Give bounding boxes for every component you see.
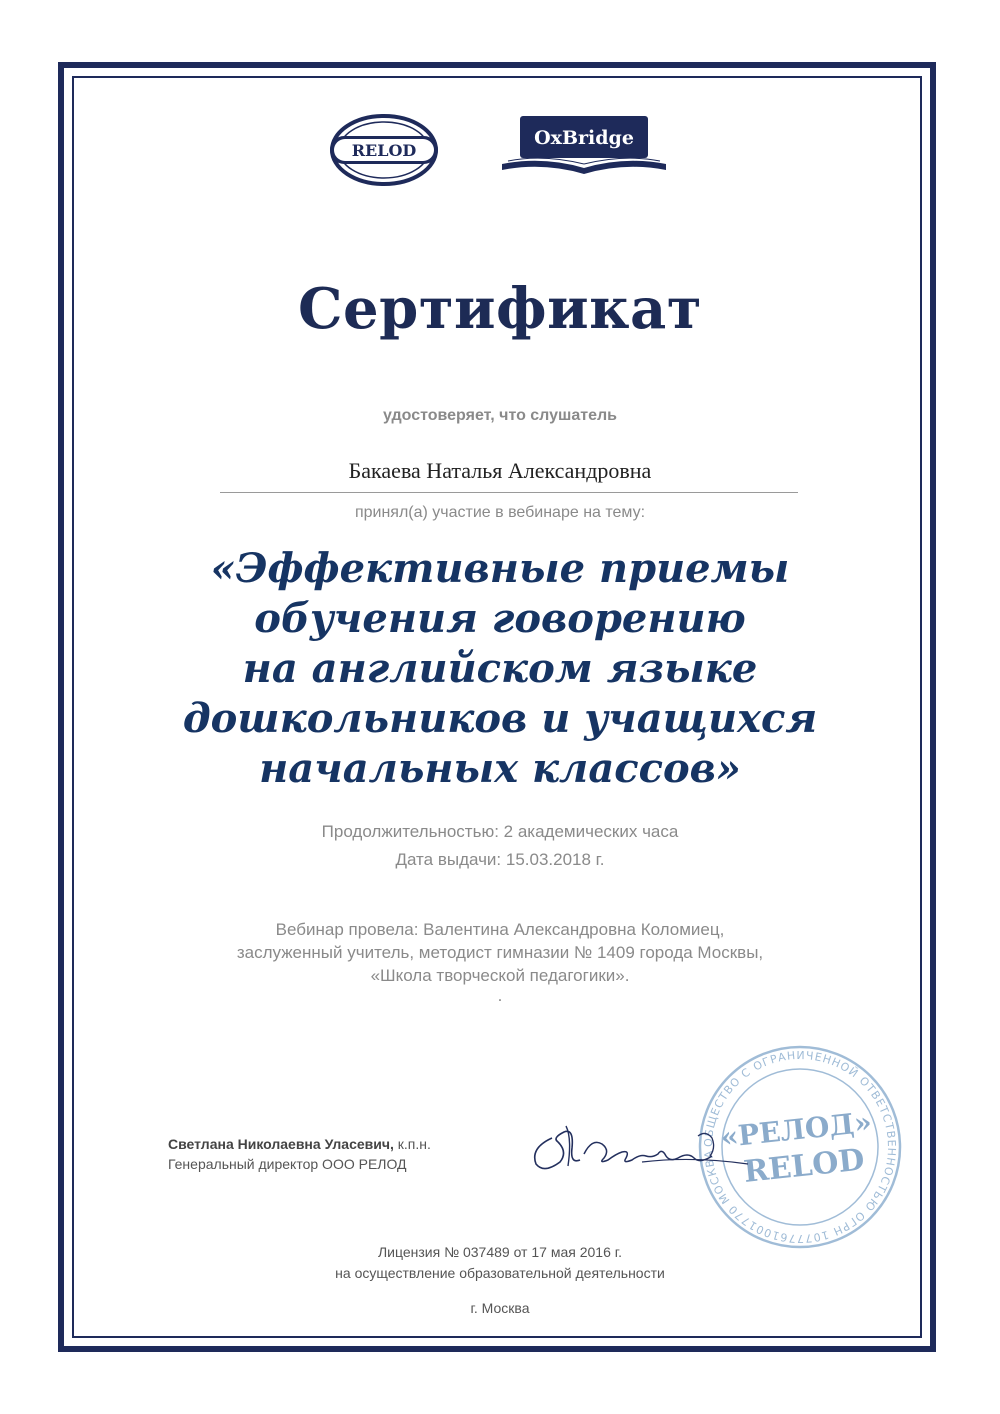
license-info [0, 1242, 1000, 1284]
seal-text-ru: «РЕЛОД» [719, 1105, 874, 1155]
topic-line: начальных классов» [259, 745, 741, 792]
stray-dot: . [497, 986, 503, 1005]
topic-line: дошкольников и учащихся [182, 695, 818, 742]
issue-date: Дата выдачи: 15.03.2018 г. [395, 850, 605, 869]
lecturer-info [0, 918, 1000, 987]
topic-line: на английском языке [242, 645, 758, 692]
certificate-title: Сертификат [297, 276, 703, 342]
certifies-text: удостоверяет, что слушатель [383, 407, 617, 424]
lecturer-line: Вебинар провела: Валентина Александровна Коломиец, [275, 920, 725, 939]
seal-ring-text: ОБЩЕСТВО С ОГРАНИЧЕННОЙ ОТВЕТСТВЕННОСТЬЮ ОГРН 1077761001770 МОСКВА [701, 1048, 899, 1246]
lecturer-line: заслуженный учитель, методист гимназии № 1409 города Москвы, [236, 943, 764, 962]
recipient-underline [220, 492, 798, 493]
director-signature [522, 1108, 752, 1188]
recipient-name: Бакаева Наталья Александровна [348, 458, 652, 483]
topic-line: обучения говорению [254, 595, 746, 642]
participated-text: принял(а) участие в вебинаре на тему: [354, 504, 646, 521]
director-name: Светлана Николаевна Уласевич, [168, 1136, 394, 1152]
oxbridge-logo [498, 112, 670, 182]
relod-logo-text: RELOD [351, 141, 417, 160]
webinar-topic [0, 544, 1000, 794]
license-line: на осуществление образовательной деятельности [335, 1265, 665, 1281]
relod-logo [328, 112, 440, 188]
oxbridge-logo-text: OxBridge [534, 127, 634, 149]
city-text: г. Москва [470, 1300, 530, 1316]
topic-line: «Эффективные приемы [210, 545, 790, 592]
director-block [168, 1134, 431, 1174]
director-position: Генеральный директор ООО РЕЛОД [168, 1156, 407, 1172]
seal-text-en: RELOD [742, 1142, 867, 1190]
lecturer-line: «Школа творческой педагогики». [370, 966, 630, 985]
duration-text: Продолжительностью: 2 академических часа [321, 822, 679, 841]
director-degree: к.п.н. [393, 1136, 431, 1152]
license-line: Лицензия № 037489 от 17 мая 2016 г. [377, 1244, 623, 1260]
